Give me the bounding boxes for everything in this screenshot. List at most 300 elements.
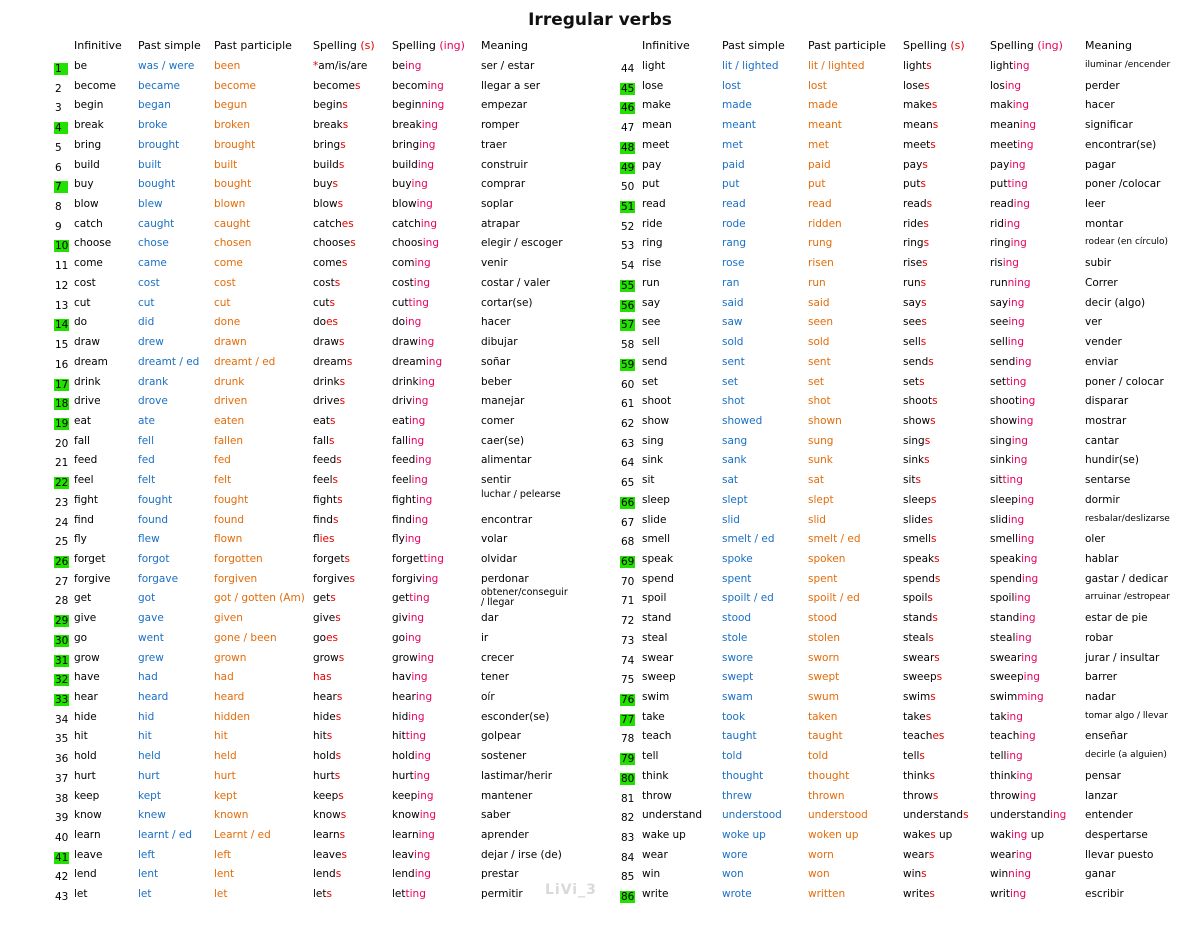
spelling-s-base: send [903,355,929,368]
verb-past-participle: fallen [214,434,244,447]
verb-past-participle: written [808,888,846,901]
verb-number-badge: 63 [621,437,635,450]
verb-infinitive: spend [642,572,674,585]
verb-spelling-ing [990,592,1031,604]
verb-infinitive: see [642,316,661,329]
verb-number-badge: 42 [55,871,69,884]
verb-spelling-ing [392,770,430,782]
verb-past-participle: spoilt / ed [808,592,860,605]
spelling-s-base: feed [313,454,337,467]
verb-spelling-ing [990,297,1024,309]
verb-spelling-s [313,336,345,348]
verb-meaning: hacer [1085,99,1115,112]
verb-infinitive: hide [74,710,97,723]
verb-past-participle: driven [214,395,248,408]
verb-past-simple: gave [138,612,164,625]
verb-spelling-ing [392,533,421,545]
verb-meaning: dormir [1085,493,1120,506]
verb-past-simple: shot [722,395,745,408]
spelling-s-base: teach [903,730,933,743]
verb-meaning: romper [481,119,520,132]
verb-number-badge: 53 [621,240,635,253]
spelling-ing-base: feed [392,454,416,467]
verb-past-simple: heard [138,691,169,703]
spelling-s-suffix: s [335,868,342,881]
verb-infinitive: go [74,631,88,644]
spelling-s-suffix: s [921,316,927,329]
spelling-s-suffix: s [335,612,341,625]
spelling-s-suffix: s [923,237,930,250]
verb-spelling-s [903,277,926,289]
verb-past-participle: been [214,60,241,72]
verb-spelling-ing [990,80,1021,92]
verb-spelling-ing [990,711,1023,723]
spelling-s-suffix: s [339,395,346,408]
spelling-ing-suffix: ting [405,730,427,743]
verb-infinitive: lend [74,868,97,881]
spelling-ing-suffix: ing [411,178,428,191]
spelling-s-base: ring [903,237,924,250]
verb-infinitive: forgive [74,572,111,585]
spelling-s-base: shoot [903,395,933,408]
verb-past-simple: spent [722,572,752,585]
verb-spelling-s [903,99,937,111]
spelling-s-base: read [903,198,927,211]
spelling-ing-suffix: ing [414,257,431,270]
spelling-s-base: wear [903,848,929,861]
spelling-ing-suffix: ing [405,60,422,72]
verb-number-badge: 51 [621,201,635,214]
spelling-ing-suffix: ing [418,829,435,842]
verb-number-badge: 83 [621,832,635,845]
verb-past-simple: kept [138,789,161,802]
spelling-s-suffix: s [934,651,940,664]
spelling-s-base: hurt [313,769,335,782]
spelling-ing-base: hav [392,671,412,684]
verb-spelling-ing [990,395,1035,407]
verb-infinitive: dream [74,355,108,368]
spelling-ing-suffix: ing [414,750,431,763]
spelling-ing-suffix: ing [1023,671,1040,684]
spelling-s-suffix: s [339,375,346,388]
spelling-ing-base: tell [990,750,1007,763]
verb-number-badge: 74 [621,654,635,667]
spelling-ing-suffix: ing [1019,612,1036,625]
verb-past-participle: shown [808,414,842,427]
spelling-ing-suffix: ing [421,119,438,132]
verb-spelling-s [313,592,336,604]
spelling-ing-suffix: ing [1011,434,1028,447]
spelling-s-base: sink [903,454,925,467]
verb-infinitive: sleep [642,493,670,506]
verb-spelling-ing [990,533,1034,545]
verb-spelling-ing [392,178,428,190]
verb-infinitive: cost [74,276,96,289]
spelling-s-suffix: s [334,769,341,782]
verb-past-simple: blew [138,198,163,211]
verb-meaning: manejar [481,395,525,408]
verb-spelling-s [313,474,338,486]
verb-past-simple: said [722,296,744,309]
verb-past-simple: forgave [138,572,179,585]
verb-spelling-s [313,376,345,388]
verb-number-badge: 12 [55,279,69,292]
verb-spelling-s [903,730,944,742]
spelling-ing-suffix: ing [1009,888,1027,901]
verb-spelling-ing [990,356,1032,368]
verb-past-simple: ran [722,276,740,289]
verb-meaning: despertarse [1085,829,1148,842]
verb-spelling-s [903,750,925,762]
verb-infinitive: smell [642,533,670,546]
spelling-ing-suffix: ing [425,355,443,368]
spelling-ing-base: grow [392,651,418,664]
verb-past-participle: given [214,612,243,625]
spelling-s-base: throw [903,789,933,802]
verb-past-simple: felt [138,474,156,487]
verb-spelling-s [903,119,938,131]
verb-past-participle: lit / lighted [808,60,865,72]
verb-number-badge: 21 [55,457,69,470]
verb-infinitive: win [642,868,661,881]
spelling-s-base: give [313,612,336,625]
verb-spelling-s [313,415,336,427]
verb-meaning: obtener/conseguir / llegar [481,587,568,609]
spelling-ing-base: sit [990,474,1003,487]
spelling-ing-base: see [990,316,1009,329]
verb-past-simple: spoke [722,552,753,565]
spelling-ing-suffix: ing [411,474,428,487]
verb-spelling-ing [392,376,435,388]
verb-infinitive: send [642,355,668,368]
spelling-s-base: slide [903,513,928,526]
spelling-s-base: win [903,868,922,881]
verb-number-badge: 11 [55,260,69,273]
verb-past-simple: dreamt / ed [138,355,200,368]
verb-spelling-ing [392,849,430,861]
spelling-ing-base: hold [392,750,415,763]
spelling-s-suffix: s [920,178,926,191]
verb-past-participle: lost [808,79,827,92]
verb-spelling-s [313,671,332,683]
verb-spelling-ing [392,632,421,644]
verb-infinitive: read [642,198,666,211]
verb-past-participle: known [214,809,249,822]
verb-past-simple: became [138,79,181,92]
verb-spelling-ing [990,139,1034,151]
verb-number-badge: 43 [55,891,69,904]
verb-spelling-s [313,849,347,861]
verb-spelling-ing [392,474,428,486]
spelling-ing-suffix: ing [1011,829,1028,842]
spelling-s-base: sell [903,336,921,349]
verb-infinitive: ride [642,217,663,230]
spelling-ing-suffix: ing [415,691,433,703]
verb-infinitive: fall [74,434,90,447]
verb-past-simple: showed [722,414,763,427]
verb-spelling-ing [990,376,1026,388]
verb-spelling-s [903,573,940,585]
verb-past-participle: held [214,750,237,763]
verb-number-badge: 37 [55,772,69,785]
verb-past-simple: sank [722,454,747,467]
verb-spelling-ing [990,652,1038,664]
spelling-ing-suffix: ing [1008,316,1025,329]
verb-past-participle: cut [214,296,231,309]
verb-meaning: enviar [1085,355,1118,368]
spelling-ing-suffix: ing [416,493,433,506]
verb-spelling-ing [392,711,425,723]
spelling-ing-base: dream [392,355,426,368]
verb-past-participle: taught [808,730,843,743]
verb-number-badge: 71 [621,595,635,608]
verb-past-participle: risen [808,257,834,270]
verb-spelling-ing [392,336,434,348]
verb-meaning: pagar [1085,158,1116,171]
verb-past-participle: grown [214,651,247,664]
verb-spelling-ing [392,119,438,131]
spelling-ing-base: set [990,375,1007,388]
spelling-s-base: keep [313,789,339,802]
verb-spelling-s [313,99,348,111]
spelling-s-suffix: s [341,848,347,861]
spelling-ing-base: catch [392,217,421,230]
spelling-ing-suffix: ing [418,375,435,388]
spelling-s-suffix: ies [319,533,335,546]
spelling-s-base: grow [313,651,339,664]
verb-past-simple: flew [138,533,160,546]
verb-infinitive: lose [642,79,664,92]
spelling-ing-suffix: ting [423,552,444,565]
verb-number-badge: 31 [55,654,69,667]
spelling-ing-base: blow [392,198,417,211]
verb-spelling-s [313,494,343,506]
spelling-s-suffix: es [326,631,339,644]
header-meaning: Meaning [481,39,528,52]
verb-past-simple: fought [138,493,173,506]
spelling-ing-suffix: ing [1017,138,1034,151]
spelling-s-suffix: s [930,493,937,506]
header-spelling-s: Spelling (s) [903,39,965,52]
verb-past-participle: felt [214,474,232,487]
verb-meaning: escribir [1085,888,1124,901]
verb-past-participle: rung [808,237,833,250]
verb-meaning: traer [481,138,507,151]
verb-spelling-s [903,849,934,861]
spelling-s-base: sit [903,474,916,487]
spelling-s-suffix: s [332,513,339,526]
verb-infinitive: feed [74,454,98,467]
spelling-ing-base: choos [392,237,423,250]
verb-infinitive: ring [642,237,663,250]
verb-past-participle: sunk [808,454,833,467]
spelling-s-suffix: s [929,888,935,901]
verb-infinitive: speak [642,552,674,565]
verb-past-participle: slept [808,493,834,506]
verb-spelling-s [313,770,340,782]
verb-number-badge: 66 [621,496,635,509]
verb-past-participle: said [808,296,830,309]
spelling-ing-suffix: ing [1019,395,1036,408]
verb-number-badge: 56 [621,299,635,312]
verb-spelling-s [313,553,350,565]
verb-infinitive: hear [74,691,98,703]
verb-meaning: cortar(se) [481,296,533,309]
spelling-ing-base: lend [392,868,415,881]
spelling-ing-suffix: ing [417,651,435,664]
verb-meaning: caer(se) [481,434,525,447]
verb-spelling-ing [392,159,434,171]
verb-past-participle: caught [214,217,251,230]
spelling-ing-suffix: ing [1002,257,1019,270]
spelling-s-suffix: s [920,336,927,349]
spelling-s-base: lose [903,79,925,92]
verb-past-simple: knew [138,809,166,822]
verb-past-simple: grew [138,651,164,664]
verb-past-simple: meant [722,119,756,132]
spelling-s-suffix: s [924,79,930,92]
verb-past-simple: lent [138,868,159,881]
spelling-s-base: blow [313,198,338,211]
spelling-s-particle: up [935,829,953,842]
verb-past-simple: smelt / ed [722,533,775,546]
spelling-s-base: know [313,809,341,822]
verb-number-badge: 13 [55,299,69,312]
spelling-s-base: draw [313,336,340,349]
spelling-ing-suffix: ting [1007,178,1028,191]
spelling-s-suffix: s [930,414,936,427]
verb-spelling-ing [990,849,1032,861]
spelling-s-base: do [313,316,327,329]
verb-spelling-s [313,119,348,131]
verb-past-simple: read [722,198,746,211]
spelling-ing-base: wear [990,848,1016,861]
verb-past-simple: put [722,178,740,191]
spelling-s-suffix: s [341,257,348,270]
spelling-s-suffix: es [341,217,354,230]
verb-meaning: hacer [481,316,511,329]
spelling-s-suffix: s [355,79,361,92]
verb-past-participle: woken up [808,829,859,842]
verb-meaning: mostrar [1085,414,1127,427]
verb-spelling-s [313,809,346,821]
spelling-s-suffix: s [926,60,932,72]
verb-past-simple: caught [138,217,175,230]
spelling-s-suffix: s [932,119,939,132]
verb-spelling-s [903,691,936,703]
spelling-ing-suffix: ing [1017,414,1034,427]
verb-meaning: dejar / irse (de) [481,848,562,861]
spelling-ing-base: win [990,868,1009,881]
spelling-ing-suffix: ting [405,888,426,901]
spelling-s-suffix: s [349,572,355,585]
verb-infinitive: put [642,178,660,191]
verb-past-participle: taken [808,710,838,723]
spelling-ing-suffix: ing [404,533,422,546]
verb-past-simple: cost [138,276,160,289]
verb-past-simple: won [722,868,744,881]
spelling-s-base: sing [903,434,925,447]
spelling-ing-base: draw [392,336,419,349]
spelling-ing-suffix: ing [422,237,439,250]
spelling-ing-suffix: ing [413,276,431,289]
spelling-ing-suffix: ing [1015,355,1032,368]
verb-infinitive: come [74,257,103,270]
verb-number-badge: 20 [55,437,69,450]
spelling-ing-suffix: ing [409,414,426,427]
spelling-ing-base: slid [990,513,1008,526]
spelling-s-base: begin [313,99,343,112]
verb-infinitive: have [74,671,100,684]
spelling-s-base: learn [313,829,340,842]
spelling-s-base: understand [903,809,964,822]
verb-past-simple: let [138,888,152,901]
spelling-s-base: smell [903,533,931,546]
spelling-s-base: forgive [313,572,350,585]
spelling-s-base: put [903,178,921,191]
verb-past-participle: eaten [214,414,245,427]
verb-past-simple: brought [138,138,180,151]
spelling-ing-base: drink [392,375,419,388]
verb-spelling-ing [990,553,1037,565]
verb-past-simple: woke up [722,829,766,842]
verb-past-simple: hid [138,710,155,723]
verb-past-simple: swept [722,671,754,684]
verb-spelling-s [313,533,334,545]
spelling-s-base: pay [903,158,923,171]
verb-number-badge: 4 [54,122,68,134]
spelling-ing-base: smell [990,533,1018,546]
verb-spelling-ing [990,415,1033,427]
verb-meaning: Correr [1085,276,1118,289]
verb-past-simple: wore [722,848,748,861]
verb-past-participle: let [214,888,228,901]
spelling-s-base: cut [313,296,330,309]
spelling-s-suffix: s [963,809,969,822]
spelling-ing-suffix: ing [1016,769,1033,782]
verb-spelling-ing [990,119,1036,131]
verb-spelling-s [903,159,928,171]
verb-spelling-ing [392,415,425,427]
verb-meaning: atrapar [481,217,520,230]
verb-number-badge: 80 [621,772,635,785]
verb-number-badge: 86 [621,891,635,904]
verb-past-participle: sworn [808,651,840,664]
verb-past-simple: sent [722,355,745,368]
spelling-s-base: think [903,769,930,782]
verb-past-simple: paid [722,158,745,171]
spelling-s-base: let [313,888,327,901]
verb-spelling-s [313,297,335,309]
spelling-ing-base: buy [392,178,412,191]
spelling-ing-suffix: ing [414,868,431,881]
verb-spelling-ing [990,514,1024,526]
verb-spelling-ing [392,237,439,249]
verb-meaning: ganar [1085,868,1116,881]
verb-spelling-s [903,592,933,604]
verb-meaning: poner / colocar [1085,375,1164,388]
spelling-ing-base: driv [392,395,413,408]
verb-spelling-ing [990,612,1036,624]
verb-spelling-s [313,435,334,447]
header-past-participle: Past participle [214,39,292,52]
verb-past-participle: made [808,99,838,112]
spelling-s-base: spend [903,572,935,585]
spelling-s-base: drink [313,375,340,388]
verb-infinitive: hurt [74,769,96,782]
verb-number-badge: 59 [621,358,635,371]
verb-number-badge: 35 [55,733,69,746]
